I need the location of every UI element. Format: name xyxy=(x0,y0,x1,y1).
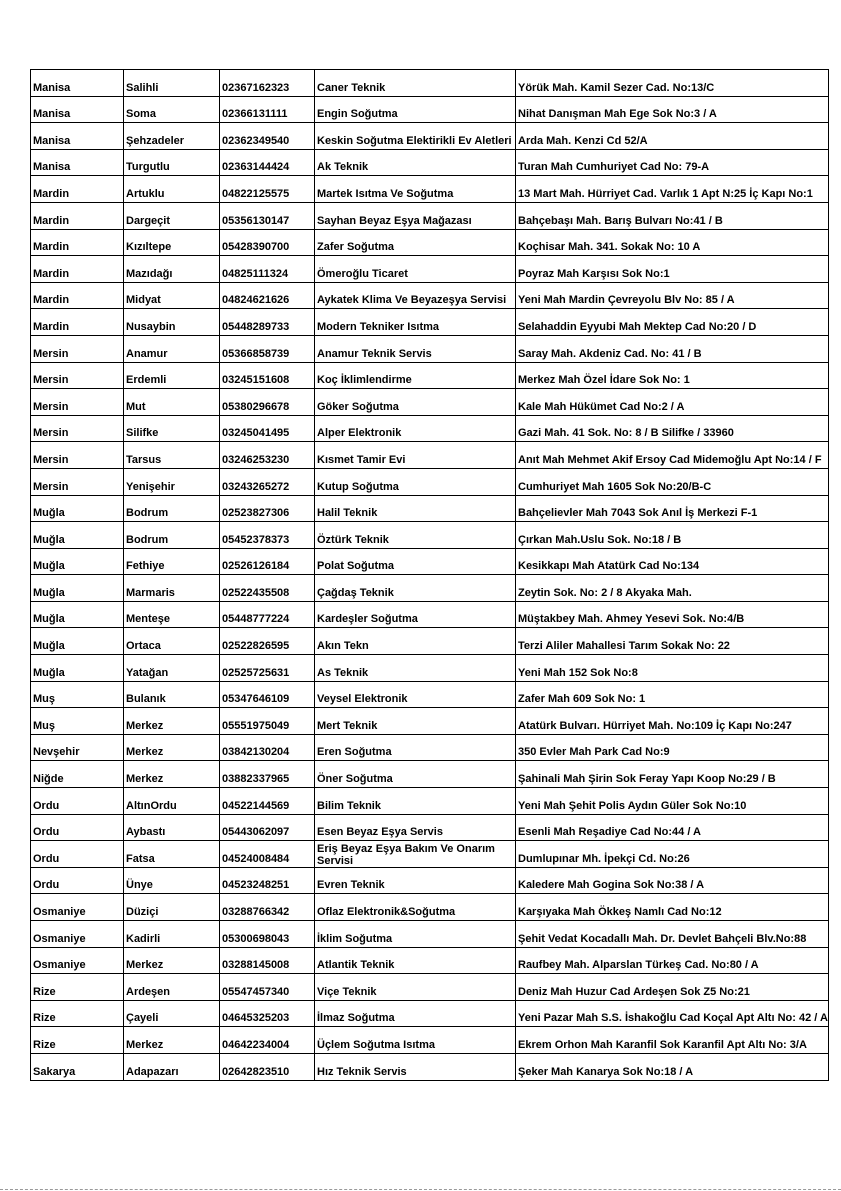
service-name-cell: İklim Soğutma xyxy=(315,921,516,948)
service-name-cell: Koç İklimlendirme xyxy=(315,362,516,389)
district-cell: Kızıltepe xyxy=(124,229,220,256)
address-cell: Nihat Danışman Mah Ege Sok No:3 / A xyxy=(516,96,829,123)
phone-cell: 04642234004 xyxy=(220,1027,315,1054)
address-cell: Bahçelievler Mah 7043 Sok Anıl İş Merkezi F-1 xyxy=(516,495,829,522)
address-cell: Şeker Mah Kanarya Sok No:18 / A xyxy=(516,1053,829,1080)
city-cell: Nevşehir xyxy=(31,734,124,761)
city-cell: Ordu xyxy=(31,867,124,894)
table-row xyxy=(31,176,829,203)
address-cell: Saray Mah. Akdeniz Cad. No: 41 / B xyxy=(516,335,829,362)
service-name-cell: Atlantik Teknik xyxy=(315,947,516,974)
phone-cell: 05347646109 xyxy=(220,681,315,708)
district-cell: Fatsa xyxy=(124,841,220,868)
service-name-cell: Veysel Elektronik xyxy=(315,681,516,708)
service-name-cell: Alper Elektronik xyxy=(315,415,516,442)
table-row xyxy=(31,867,829,894)
service-name-cell: Akın Tekn xyxy=(315,628,516,655)
service-name-cell: Kardeşler Soğutma xyxy=(315,601,516,628)
table-row xyxy=(31,788,829,815)
service-name-cell: Evren Teknik xyxy=(315,867,516,894)
service-name-cell: Oflaz Elektronik&Soğutma xyxy=(315,894,516,921)
address-cell: Çırkan Mah.Uslu Sok. No:18 / B xyxy=(516,522,829,549)
service-name-cell: Bilim Teknik xyxy=(315,788,516,815)
city-cell: Rize xyxy=(31,1000,124,1027)
phone-cell: 03882337965 xyxy=(220,761,315,788)
address-cell: Yörük Mah. Kamil Sezer Cad. No:13/C xyxy=(516,70,829,97)
phone-cell: 03243265272 xyxy=(220,468,315,495)
service-name-cell: Keskin Soğutma Elektirikli Ev Aletleri xyxy=(315,123,516,150)
phone-cell: 05443062097 xyxy=(220,814,315,841)
service-name-cell: Caner Teknik xyxy=(315,70,516,97)
address-cell: Ekrem Orhon Mah Karanfil Sok Karanfil Apt Altı No: 3/A xyxy=(516,1027,829,1054)
phone-cell: 05356130147 xyxy=(220,202,315,229)
district-cell: Bulanık xyxy=(124,681,220,708)
district-cell: Soma xyxy=(124,96,220,123)
district-cell: Aybastı xyxy=(124,814,220,841)
district-cell: Adapazarı xyxy=(124,1053,220,1080)
address-cell: Kale Mah Hükümet Cad No:2 / A xyxy=(516,389,829,416)
city-cell: Niğde xyxy=(31,761,124,788)
district-cell: Kadirli xyxy=(124,921,220,948)
city-cell: Mardin xyxy=(31,229,124,256)
address-cell: Şehit Vedat Kocadallı Mah. Dr. Devlet Bahçeli Blv.No:88 xyxy=(516,921,829,948)
city-cell: Mardin xyxy=(31,176,124,203)
table-row xyxy=(31,1053,829,1080)
phone-cell: 05547457340 xyxy=(220,974,315,1001)
phone-cell: 03288145008 xyxy=(220,947,315,974)
table-row xyxy=(31,655,829,682)
phone-cell: 05448777224 xyxy=(220,601,315,628)
address-cell: Turan Mah Cumhuriyet Cad No: 79-A xyxy=(516,149,829,176)
service-name-cell: Polat Soğutma xyxy=(315,548,516,575)
address-cell: Kaledere Mah Gogina Sok No:38 / A xyxy=(516,867,829,894)
service-name-cell: As Teknik xyxy=(315,655,516,682)
city-cell: Mardin xyxy=(31,309,124,336)
district-cell: Yenişehir xyxy=(124,468,220,495)
district-cell: Mut xyxy=(124,389,220,416)
address-cell: Yeni Mah 152 Sok No:8 xyxy=(516,655,829,682)
table-row xyxy=(31,1027,829,1054)
phone-cell: 04822125575 xyxy=(220,176,315,203)
district-cell: Merkez xyxy=(124,708,220,735)
city-cell: Muş xyxy=(31,681,124,708)
table-row xyxy=(31,814,829,841)
phone-cell: 04824621626 xyxy=(220,282,315,309)
service-name-cell: Çağdaş Teknik xyxy=(315,575,516,602)
phone-cell: 03245041495 xyxy=(220,415,315,442)
city-cell: Mersin xyxy=(31,468,124,495)
address-cell: Dumlupınar Mh. İpekçi Cd. No:26 xyxy=(516,841,829,868)
table-row xyxy=(31,123,829,150)
phone-cell: 05380296678 xyxy=(220,389,315,416)
district-cell: Bodrum xyxy=(124,495,220,522)
phone-cell: 05428390700 xyxy=(220,229,315,256)
city-cell: Manisa xyxy=(31,123,124,150)
address-cell: Karşıyaka Mah Ökkeş Namlı Cad No:12 xyxy=(516,894,829,921)
service-name-cell: Engin Soğutma xyxy=(315,96,516,123)
phone-cell: 02522826595 xyxy=(220,628,315,655)
table-row xyxy=(31,389,829,416)
table-row xyxy=(31,70,829,97)
service-name-cell: Martek Isıtma Ve Soğutma xyxy=(315,176,516,203)
district-cell: Artuklu xyxy=(124,176,220,203)
district-cell: Nusaybin xyxy=(124,309,220,336)
city-cell: Ordu xyxy=(31,788,124,815)
table-row xyxy=(31,282,829,309)
phone-cell: 02362349540 xyxy=(220,123,315,150)
city-cell: Muğla xyxy=(31,575,124,602)
table-row xyxy=(31,734,829,761)
table-row xyxy=(31,256,829,283)
city-cell: Osmaniye xyxy=(31,921,124,948)
phone-cell: 02642823510 xyxy=(220,1053,315,1080)
address-cell: Terzi Aliler Mahallesi Tarım Sokak No: 22 xyxy=(516,628,829,655)
city-cell: Manisa xyxy=(31,70,124,97)
city-cell: Osmaniye xyxy=(31,947,124,974)
city-cell: Muğla xyxy=(31,522,124,549)
table-row xyxy=(31,841,829,868)
phone-cell: 03245151608 xyxy=(220,362,315,389)
address-cell: Yeni Pazar Mah S.S. İshakoğlu Cad Koçal Apt Altı No: 42 / A xyxy=(516,1000,829,1027)
phone-cell: 03842130204 xyxy=(220,734,315,761)
address-cell: Deniz Mah Huzur Cad Ardeşen Sok Z5 No:21 xyxy=(516,974,829,1001)
service-name-cell: Anamur Teknik Servis xyxy=(315,335,516,362)
phone-cell: 05452378373 xyxy=(220,522,315,549)
city-cell: Mardin xyxy=(31,202,124,229)
city-cell: Mersin xyxy=(31,442,124,469)
phone-cell: 02526126184 xyxy=(220,548,315,575)
city-cell: Manisa xyxy=(31,96,124,123)
service-name-cell: İlmaz Soğutma xyxy=(315,1000,516,1027)
address-cell: Yeni Mah Mardin Çevreyolu Blv No: 85 / A xyxy=(516,282,829,309)
phone-cell: 05551975049 xyxy=(220,708,315,735)
district-cell: Erdemli xyxy=(124,362,220,389)
city-cell: Muğla xyxy=(31,601,124,628)
district-cell: Turgutlu xyxy=(124,149,220,176)
table-row xyxy=(31,894,829,921)
phone-cell: 05366858739 xyxy=(220,335,315,362)
service-name-cell: Viçe Teknik xyxy=(315,974,516,1001)
district-cell: Merkez xyxy=(124,734,220,761)
table-row xyxy=(31,628,829,655)
page-edge xyxy=(0,1189,841,1190)
city-cell: Mardin xyxy=(31,256,124,283)
district-cell: Fethiye xyxy=(124,548,220,575)
phone-cell: 02363144424 xyxy=(220,149,315,176)
service-directory-table xyxy=(30,69,829,1081)
table-row xyxy=(31,601,829,628)
city-cell: Mersin xyxy=(31,362,124,389)
district-cell: Salihli xyxy=(124,70,220,97)
address-cell: Şahinali Mah Şirin Sok Feray Yapı Koop No:29 / B xyxy=(516,761,829,788)
table-row xyxy=(31,974,829,1001)
service-name-cell: Üçlem Soğutma Isıtma xyxy=(315,1027,516,1054)
table-row xyxy=(31,947,829,974)
address-cell: Bahçebaşı Mah. Barış Bulvarı No:41 / B xyxy=(516,202,829,229)
table-row xyxy=(31,202,829,229)
table-body xyxy=(31,70,829,1081)
district-cell: Merkez xyxy=(124,761,220,788)
address-cell: Merkez Mah Özel İdare Sok No: 1 xyxy=(516,362,829,389)
table-row xyxy=(31,362,829,389)
district-cell: Bodrum xyxy=(124,522,220,549)
table-row xyxy=(31,921,829,948)
district-cell: Marmaris xyxy=(124,575,220,602)
service-name-cell: Kısmet Tamir Evi xyxy=(315,442,516,469)
district-cell: Ardeşen xyxy=(124,974,220,1001)
address-cell: Gazi Mah. 41 Sok. No: 8 / B Silifke / 33960 xyxy=(516,415,829,442)
city-cell: Ordu xyxy=(31,841,124,868)
table-row xyxy=(31,575,829,602)
table-row xyxy=(31,309,829,336)
city-cell: Muğla xyxy=(31,628,124,655)
city-cell: Muğla xyxy=(31,548,124,575)
phone-cell: 04523248251 xyxy=(220,867,315,894)
phone-cell: 03246253230 xyxy=(220,442,315,469)
service-name-cell: Modern Tekniker Isıtma xyxy=(315,309,516,336)
district-cell: Yatağan xyxy=(124,655,220,682)
district-cell: Düziçi xyxy=(124,894,220,921)
city-cell: Manisa xyxy=(31,149,124,176)
phone-cell: 04645325203 xyxy=(220,1000,315,1027)
phone-cell: 04524008484 xyxy=(220,841,315,868)
city-cell: Mersin xyxy=(31,389,124,416)
address-cell: Anıt Mah Mehmet Akif Ersoy Cad Midemoğlu Apt No:14 / F xyxy=(516,442,829,469)
address-cell: Zafer Mah 609 Sok No: 1 xyxy=(516,681,829,708)
district-cell: Silifke xyxy=(124,415,220,442)
service-name-cell: Öner Soğutma xyxy=(315,761,516,788)
phone-cell: 02367162323 xyxy=(220,70,315,97)
address-cell: 13 Mart Mah. Hürriyet Cad. Varlık 1 Apt N:25 İç Kapı No:1 xyxy=(516,176,829,203)
district-cell: Mazıdağı xyxy=(124,256,220,283)
service-name-cell: Göker Soğutma xyxy=(315,389,516,416)
service-name-cell: Esen Beyaz Eşya Servis xyxy=(315,814,516,841)
city-cell: Muğla xyxy=(31,495,124,522)
service-name-cell: Zafer Soğutma xyxy=(315,229,516,256)
table-row xyxy=(31,1000,829,1027)
table-row xyxy=(31,522,829,549)
city-cell: Muş xyxy=(31,708,124,735)
address-cell: Selahaddin Eyyubi Mah Mektep Cad No:20 / D xyxy=(516,309,829,336)
table-row xyxy=(31,708,829,735)
district-cell: Anamur xyxy=(124,335,220,362)
address-cell: Esenli Mah Reşadiye Cad No:44 / A xyxy=(516,814,829,841)
address-cell: Arda Mah. Kenzi Cd 52/A xyxy=(516,123,829,150)
table-row xyxy=(31,442,829,469)
service-name-cell: Eriş Beyaz Eşya Bakım Ve Onarım Servisi xyxy=(315,841,516,868)
address-cell: Koçhisar Mah. 341. Sokak No: 10 A xyxy=(516,229,829,256)
table-row xyxy=(31,229,829,256)
table-row xyxy=(31,149,829,176)
district-cell: Merkez xyxy=(124,1027,220,1054)
service-name-cell: Hız Teknik Servis xyxy=(315,1053,516,1080)
service-name-cell: Halil Teknik xyxy=(315,495,516,522)
phone-cell: 05448289733 xyxy=(220,309,315,336)
address-cell: Müştakbey Mah. Ahmey Yesevi Sok. No:4/B xyxy=(516,601,829,628)
city-cell: Mardin xyxy=(31,282,124,309)
table-row xyxy=(31,96,829,123)
district-cell: Menteşe xyxy=(124,601,220,628)
district-cell: AltınOrdu xyxy=(124,788,220,815)
district-cell: Merkez xyxy=(124,947,220,974)
service-name-cell: Öztürk Teknik xyxy=(315,522,516,549)
district-cell: Ortaca xyxy=(124,628,220,655)
phone-cell: 04522144569 xyxy=(220,788,315,815)
phone-cell: 02523827306 xyxy=(220,495,315,522)
service-name-cell: Kutup Soğutma xyxy=(315,468,516,495)
district-cell: Çayeli xyxy=(124,1000,220,1027)
address-cell: Raufbey Mah. Alparslan Türkeş Cad. No:80 / A xyxy=(516,947,829,974)
phone-cell: 02525725631 xyxy=(220,655,315,682)
service-name-cell: Aykatek Klima Ve Beyazeşya Servisi xyxy=(315,282,516,309)
phone-cell: 05300698043 xyxy=(220,921,315,948)
city-cell: Mersin xyxy=(31,415,124,442)
service-name-cell: Sayhan Beyaz Eşya Mağazası xyxy=(315,202,516,229)
table-row xyxy=(31,761,829,788)
table-row xyxy=(31,335,829,362)
city-cell: Mersin xyxy=(31,335,124,362)
city-cell: Rize xyxy=(31,974,124,1001)
city-cell: Rize xyxy=(31,1027,124,1054)
phone-cell: 02366131111 xyxy=(220,96,315,123)
address-cell: Cumhuriyet Mah 1605 Sok No:20/B-C xyxy=(516,468,829,495)
table-row xyxy=(31,495,829,522)
address-cell: Yeni Mah Şehit Polis Aydın Güler Sok No:10 xyxy=(516,788,829,815)
district-cell: Şehzadeler xyxy=(124,123,220,150)
address-cell: Atatürk Bulvarı. Hürriyet Mah. No:109 İç Kapı No:247 xyxy=(516,708,829,735)
district-cell: Midyat xyxy=(124,282,220,309)
district-cell: Tarsus xyxy=(124,442,220,469)
phone-cell: 04825111324 xyxy=(220,256,315,283)
address-cell: Zeytin Sok. No: 2 / 8 Akyaka Mah. xyxy=(516,575,829,602)
city-cell: Osmaniye xyxy=(31,894,124,921)
phone-cell: 03288766342 xyxy=(220,894,315,921)
address-cell: Kesikkapı Mah Atatürk Cad No:134 xyxy=(516,548,829,575)
address-cell: Poyraz Mah Karşısı Sok No:1 xyxy=(516,256,829,283)
service-name-cell: Mert Teknik xyxy=(315,708,516,735)
table-row xyxy=(31,548,829,575)
district-cell: Ünye xyxy=(124,867,220,894)
city-cell: Sakarya xyxy=(31,1053,124,1080)
service-name-cell: Ak Teknik xyxy=(315,149,516,176)
service-name-cell: Eren Soğutma xyxy=(315,734,516,761)
table-row xyxy=(31,468,829,495)
table-row xyxy=(31,681,829,708)
phone-cell: 02522435508 xyxy=(220,575,315,602)
city-cell: Muğla xyxy=(31,655,124,682)
service-name-cell: Ömeroğlu Ticaret xyxy=(315,256,516,283)
district-cell: Dargeçit xyxy=(124,202,220,229)
address-cell: 350 Evler Mah Park Cad No:9 xyxy=(516,734,829,761)
table-row xyxy=(31,415,829,442)
city-cell: Ordu xyxy=(31,814,124,841)
